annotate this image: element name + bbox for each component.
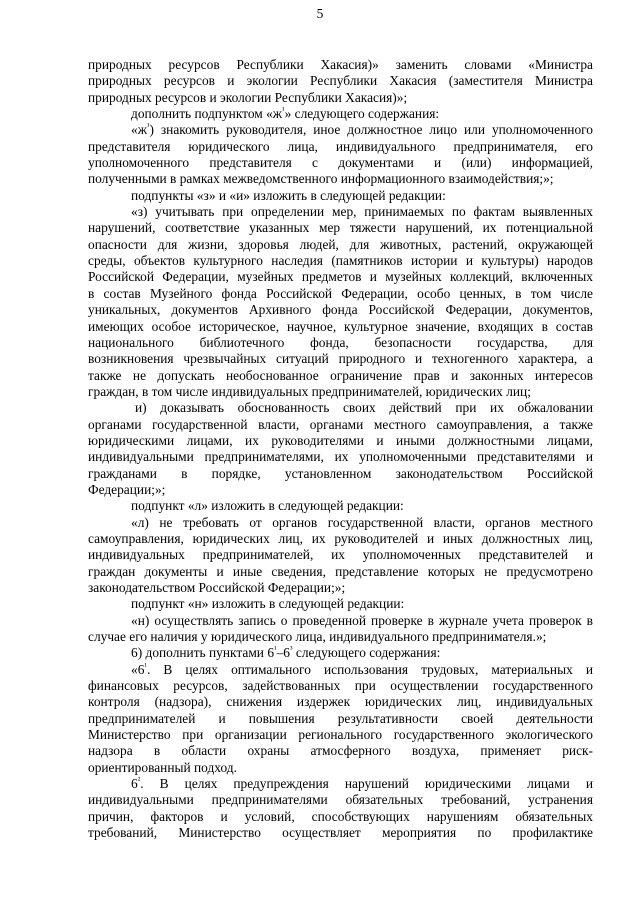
- text-line: [88, 776, 593, 792]
- text-line: [88, 106, 593, 122]
- text-fragment: –6: [276, 645, 290, 661]
- text-line: в состав Музейного фонда Российской Федерации, особо ценных, в том числе: [88, 285, 593, 301]
- text-line: возникновения чрезвычайных ситуаций природного и техногенного характера, а: [88, 351, 593, 367]
- text-line: опасности для жизни, здоровья людей, для животных, растений, окружающей: [88, 236, 593, 252]
- text-line: природных ресурсов и экологии Республики Хакасия)»;: [88, 89, 408, 105]
- text-line: случае его наличия у юридического лица, индивидуального предпринимателя.»;: [88, 629, 547, 645]
- text-fragment: ) знакомить руководителя, иное должностное лицо или уполномоченного: [149, 122, 593, 138]
- text-line: и) доказывать обоснованность своих действий при их обжаловании: [135, 400, 593, 416]
- text-line: Министерство при организации регионального государственного экологического: [88, 727, 593, 743]
- text-line: законодательством Российской Федерации;»;: [88, 580, 346, 595]
- text-fragment: следующего содержания:: [292, 645, 441, 661]
- text-line: нарушений, соответствие указанных мер тяжести нарушений, их потенциальной: [88, 220, 593, 236]
- text-line: контроля (надзора), снижения издержек юридических лиц, индивидуальных: [88, 694, 593, 710]
- text-line: индивидуальными предпринимателями, их уполномоченными представителями и: [88, 449, 593, 465]
- text-line: предпринимателей и повышения результативности своей деятельности: [88, 710, 593, 726]
- text-line: среды, объектов культурного наследия (памятников истории и культуры) народов: [88, 253, 593, 269]
- text-line: подпункты «з» и «и» изложить в следующей редакции:: [131, 187, 446, 203]
- superscript: ¹: [274, 644, 277, 655]
- text-line: уполномоченного представителя с документами и (или) информацией,: [88, 155, 593, 171]
- text-line: «з) учитывать при определении мер, принимаемых по фактам выявленных: [131, 204, 593, 220]
- text-line: подпункт «л» изложить в следующей редакции:: [131, 498, 404, 514]
- text-line: Федерации;»;: [88, 481, 166, 497]
- text-line: полученными в рамках межведомственного информационного взаимодействия;»;: [88, 171, 554, 187]
- superscript: ²: [137, 775, 141, 786]
- text-fragment: дополнить подпунктом «ж: [131, 106, 283, 122]
- text-line: «н) осуществлять запись о проведенной проверке в журнале учета проверок в: [131, 612, 593, 628]
- text-fragment: «ж: [131, 122, 147, 138]
- text-line: [88, 645, 593, 661]
- text-line: ориентированный подход.: [88, 759, 237, 775]
- text-fragment: «6: [131, 661, 145, 677]
- document-body: [88, 57, 593, 842]
- text-line: юридическими лицами, их руководителями и иными должностными лицами,: [88, 432, 593, 448]
- text-line: «л) не требовать от органов государственной власти, органов местного: [131, 514, 593, 530]
- text-fragment: 6: [131, 776, 138, 792]
- text-line: финансовых ресурсов, задействованных при осуществлении государственного: [88, 678, 593, 694]
- text-line: граждан, в том числе индивидуальных предпринимателей, юридических лиц;: [88, 383, 531, 399]
- superscript: ³: [289, 644, 293, 655]
- text-line: также не допускать необоснованное ограничение прав и законных интересов: [88, 367, 593, 383]
- text-fragment: . В целях оптимального использования трудовых, материальных и: [146, 661, 593, 677]
- page-number: 5: [316, 6, 324, 21]
- text-line: индивидуальных предпринимателей, их уполномоченных представителей и: [88, 547, 593, 563]
- text-line: самоуправления, юридических лиц, их руководителей и иных должностных лиц,: [88, 530, 593, 546]
- text-line: индивидуальными предпринимателями обязательных требований, устранения: [88, 792, 593, 808]
- superscript: ¹: [144, 660, 147, 671]
- text-line: граждан документы и иные сведения, представление которых не предусмотрено: [88, 563, 593, 579]
- text-line: природных ресурсов Республики Хакасия)» заменить словами «Министра: [88, 57, 593, 72]
- text-line: уникальных, документов Архивного фонда Российской Федерации, документов,: [88, 302, 593, 318]
- superscript: ¹: [146, 121, 150, 132]
- text-line: природных ресурсов и экологии Республики Хакасия (заместителя Министра: [88, 73, 593, 89]
- text-line: требований, Министерство осуществляет мероприятия по профилактике: [88, 825, 593, 841]
- text-line: надзора в области охраны атмосферного воздуха, применяет риск-: [88, 743, 593, 759]
- text-line: подпункт «н» изложить в следующей редакции:: [131, 596, 405, 612]
- text-line: [88, 122, 593, 138]
- text-line: причин, факторов и условий, способствующих нарушениям обязательных: [88, 808, 593, 824]
- text-line: представителя юридического лица, индивидуального предпринимателя, его: [88, 138, 593, 154]
- text-fragment: . В целях предупреждения нарушений юридическими лицами и: [140, 776, 593, 792]
- text-line: [88, 662, 593, 678]
- text-fragment: » следующего содержания:: [284, 106, 440, 122]
- text-line: имеющих особое историческое, научное, культурное значение, входящих в состав: [88, 318, 593, 334]
- text-line: Российской Федерации, музейных предметов и музейных коллекций, включенных: [88, 269, 593, 285]
- superscript: ¹: [282, 105, 285, 116]
- text-line: органами государственной власти, органами местного самоуправления, а также: [88, 416, 593, 432]
- text-fragment: 6) дополнить пунктами 6: [131, 645, 275, 661]
- text-line: национального библиотечного фонда, безопасности государства, для: [88, 334, 593, 350]
- text-line: гражданами в порядке, установленном законодательством Российской: [88, 465, 593, 481]
